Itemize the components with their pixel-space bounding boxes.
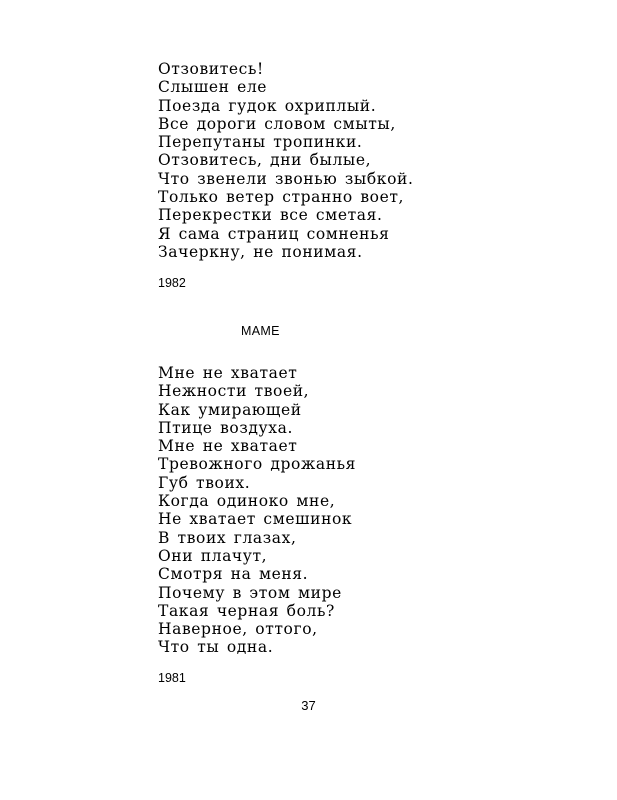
poem-line: Они плачут,	[158, 546, 268, 565]
poem-line: Мне не хватает	[158, 437, 298, 456]
poem-1-year: 1982	[158, 276, 186, 290]
poem-line: Только ветер странно воет,	[158, 188, 405, 207]
poem-2-year: 1981	[158, 671, 186, 685]
poem-line: Такая черная боль?	[158, 601, 335, 620]
poem-line: Что звенели звонью зыбкой.	[158, 169, 414, 188]
poem-line: Что ты одна.	[158, 638, 274, 657]
page-number: 37	[301, 698, 316, 713]
poem-line: Наверное, оттого,	[158, 620, 318, 639]
poem-line: Зачеркну, не понимая.	[158, 242, 363, 261]
poem-line: Тревожного дрожанья	[158, 455, 357, 474]
poem-line: Слышен еле	[158, 78, 268, 97]
poem-line: Отзовитесь!	[158, 60, 264, 78]
poem-2-title: МАМЕ	[241, 324, 280, 338]
poem-line: Перепутаны тропинки.	[158, 133, 363, 152]
poem-line: Я сама страниц сомненья	[158, 224, 390, 243]
poem-1-stanza	[158, 60, 413, 261]
poem-line: Мне не хватает	[158, 364, 298, 382]
poem-line: Нежности твоей,	[158, 382, 310, 401]
poem-line: Смотря на меня.	[158, 565, 309, 584]
poem-line: Как умирающей	[158, 400, 302, 419]
poem-line: Не хватает смешинок	[158, 510, 353, 529]
poem-line: Когда одиноко мне,	[158, 492, 336, 511]
poem-line: В твоих глазах,	[158, 528, 297, 547]
poem-line: Поезда гудок охриплый.	[158, 96, 377, 115]
poem-line: Отзовитесь, дни былые,	[158, 151, 372, 170]
poem-line: Почему в этом мире	[158, 583, 342, 602]
poem-line: Все дороги словом смыты,	[158, 114, 396, 133]
poem-line: Птице воздуха.	[158, 418, 293, 437]
poem-2-stanza	[158, 364, 356, 657]
poem-line: Губ твоих.	[158, 473, 251, 492]
poem-line: Перекрестки все сметая.	[158, 206, 383, 225]
